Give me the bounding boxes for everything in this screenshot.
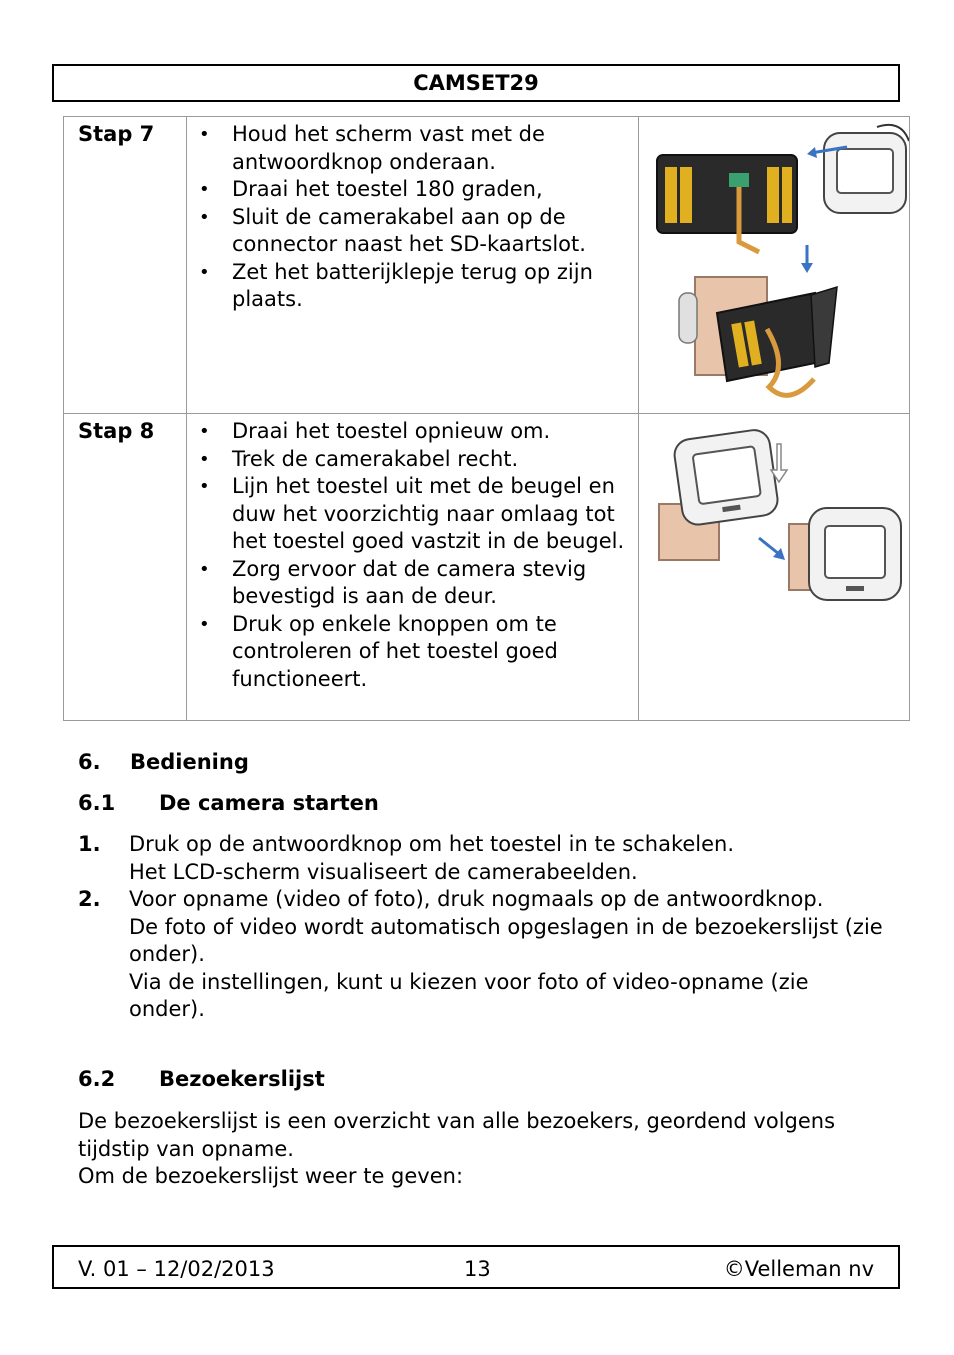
list-number: 1. — [78, 832, 101, 856]
list-text: Druk op de antwoordknop om het toestel in te schakelen. — [129, 832, 735, 856]
list-text: Voor opname (video of foto), druk nogmaals op de antwoordknop. — [129, 887, 824, 911]
bullet-item: • Draai het toestel opnieuw om. — [199, 418, 628, 446]
bullet-item: • Houd het scherm vast met de antwoordknop onderaan. — [199, 121, 628, 176]
footer-copyright: ©Velleman nv — [723, 1257, 874, 1281]
paragraph-text: Om de bezoekerslijst weer te geven: — [78, 1164, 464, 1188]
step-row — [64, 117, 910, 414]
battery-icon — [665, 167, 677, 223]
bullet-item: • Trek de camerakabel recht. — [199, 446, 628, 474]
step-instructions — [187, 117, 639, 414]
step7-illustration — [639, 117, 909, 409]
bullet-item: • Sluit de camerakabel aan op de connector naast het SD-kaartslot. — [199, 204, 628, 259]
step-illustration-cell — [639, 117, 910, 414]
battery-icon — [782, 167, 792, 223]
battery-icon — [680, 167, 692, 223]
header-title: CAMSET29 — [413, 71, 539, 95]
bullet-item: • Draai het toestel 180 graden, — [199, 176, 628, 204]
bullet-item: • Zet het batterijklepje terug op zijn plaats. — [199, 259, 628, 314]
list-text: De foto of video wordt automatisch opgeslagen in de bezoekerslijst (zie onder). — [129, 914, 883, 966]
footer-version: V. 01 – 12/02/2013 — [78, 1257, 275, 1281]
footer-page-number: 13 — [464, 1257, 491, 1281]
arrow-icon — [759, 538, 779, 554]
bullet-item: • Druk op enkele knoppen om te controleren of het toestel goed functioneert. — [199, 611, 628, 694]
paragraph-text: De bezoekerslijst is een overzicht van alle bezoekers, geordend volgens tijdstip van opname. — [78, 1109, 836, 1161]
step8-illustration — [639, 414, 907, 614]
subsection-heading — [78, 791, 379, 815]
header-box — [52, 64, 900, 102]
numbered-list — [78, 831, 888, 1024]
battery-icon — [767, 167, 779, 223]
section-number: 6.1 — [78, 791, 116, 815]
step-row — [64, 414, 910, 721]
list-item — [78, 886, 888, 1024]
screen-icon — [693, 446, 761, 504]
step-label: Stap 7 — [64, 117, 187, 414]
step-instructions — [187, 414, 639, 721]
connector-icon — [729, 173, 749, 187]
list-number: 2. — [78, 887, 101, 911]
step-illustration-cell — [639, 414, 910, 721]
bullet-item: • Zorg ervoor dat de camera stevig bevestigd is aan de deur. — [199, 556, 628, 611]
screen-icon — [837, 149, 893, 193]
steps-table — [63, 116, 910, 721]
footer-box — [52, 1245, 900, 1289]
section-number: 6. — [78, 750, 101, 774]
bullet-item: • Lijn het toestel uit met de beugel en duw het voorzichtig naar omlaag tot het toestel goed vastzit in de beugel. — [199, 473, 628, 556]
section-heading — [78, 750, 249, 774]
list-text: Via de instellingen, kunt u kiezen voor foto of video-opname (zie onder). — [129, 969, 809, 1021]
section-title: Bezoekerslijst — [159, 1067, 325, 1091]
section-title: Bediening — [130, 750, 249, 774]
list-item — [78, 831, 888, 886]
list-text: Het LCD-scherm visualiseert de camerabeelden. — [129, 859, 638, 884]
screen-icon — [825, 526, 885, 578]
section-title: De camera starten — [159, 791, 379, 815]
subsection-heading — [78, 1067, 325, 1091]
body-paragraph — [78, 1108, 888, 1191]
step-label: Stap 8 — [64, 414, 187, 721]
section-number: 6.2 — [78, 1067, 116, 1091]
